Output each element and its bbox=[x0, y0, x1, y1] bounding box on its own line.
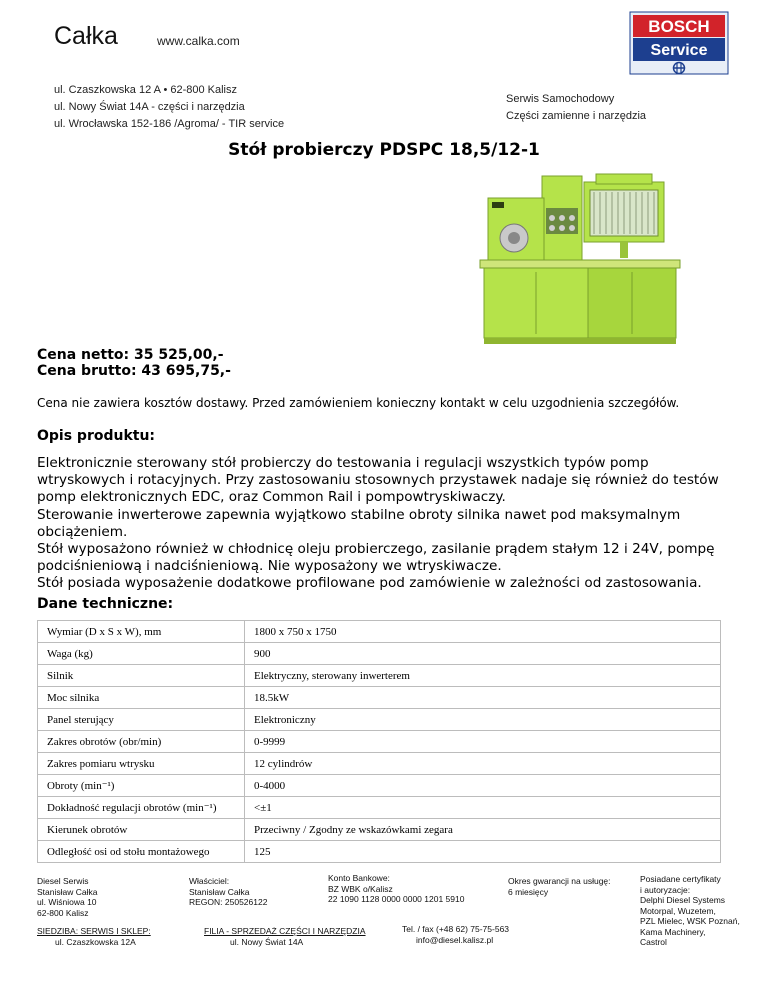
table-row bbox=[38, 621, 721, 643]
footer-line: FILIA - SPRZEDAŻ CZĘŚCI I NARZĘDZIA bbox=[204, 926, 366, 936]
footer-contact bbox=[402, 924, 509, 945]
footer-line: Diesel Serwis bbox=[37, 876, 89, 886]
footer-line: Posiadane certyfikaty bbox=[640, 874, 721, 884]
product-title: Stół probierczy PDSPC 18,5/12-1 bbox=[228, 140, 540, 160]
spec-key: Kierunek obrotów bbox=[38, 819, 245, 841]
table-row bbox=[38, 797, 721, 819]
spec-value: 12 cylindrów bbox=[245, 753, 721, 775]
spec-key: Odległość osi od stołu montażowego bbox=[38, 841, 245, 863]
table-row bbox=[38, 841, 721, 863]
service-line-1: Serwis Samochodowy bbox=[506, 93, 615, 105]
footer-line: Konto Bankowe: bbox=[328, 873, 390, 883]
logo-line1: BOSCH bbox=[648, 17, 710, 36]
table-row bbox=[38, 687, 721, 709]
spec-key: Dokładność regulacji obrotów (min⁻¹) bbox=[38, 797, 245, 819]
footer-line: Okres gwarancji na usługę: bbox=[508, 876, 611, 886]
description-paragraph: Stół wyposażono również w chłodnicę oleju probierczego, zasilanie prądem stałym 12 i 24V, pompę podciśnieniową i nadciśnieniową. Nie wyposażony we wtryskiwacze. bbox=[37, 541, 715, 575]
service-line-2: Części zamienne i narzędzia bbox=[506, 110, 647, 122]
footer-line: BZ WBK o/Kalisz bbox=[328, 883, 393, 894]
spec-key: Zakres obrotów (obr/min) bbox=[38, 731, 245, 753]
price-net: Cena netto: 35 525,00,- bbox=[37, 347, 224, 363]
spec-value: Przeciwny / Zgodny ze wskazówkami zegara bbox=[245, 819, 721, 841]
footer-seat bbox=[37, 926, 151, 947]
footer-line: ul. Nowy Świat 14A bbox=[230, 936, 304, 947]
footer-line: Kama Machinery, bbox=[640, 926, 706, 937]
footer-line: REGON: 250526122 bbox=[189, 897, 268, 907]
footer-line: Stanisław Całka bbox=[189, 886, 250, 897]
footer-line: 22 1090 1128 0000 0000 1201 5910 bbox=[328, 894, 465, 904]
footer-line: ul. Czaszkowska 12A bbox=[55, 936, 136, 947]
spec-value: <±1 bbox=[245, 797, 721, 819]
footer-owner bbox=[189, 876, 267, 908]
spec-key: Obroty (min⁻¹) bbox=[38, 775, 245, 797]
footer-phone: Tel. / fax (+48 62) 75-75-563 bbox=[402, 924, 510, 934]
spec-key: Waga (kg) bbox=[38, 643, 245, 665]
spec-key: Zakres pomiaru wtrysku bbox=[38, 753, 245, 775]
footer-line: 62-800 Kalisz bbox=[37, 907, 89, 918]
spec-value: 0-4000 bbox=[245, 775, 721, 797]
spec-value: 1800 x 750 x 1750 bbox=[245, 621, 721, 643]
footer-line: Stanisław Całka bbox=[37, 886, 98, 897]
test-bench-image bbox=[470, 168, 690, 348]
address-3: ul. Wrocławska 152-186 /Agroma/ - TIR service bbox=[54, 118, 285, 130]
footer-bank bbox=[328, 873, 464, 905]
spec-value: 900 bbox=[245, 643, 721, 665]
footer-email[interactable]: info@diesel.kalisz.pl bbox=[416, 934, 494, 945]
footer-line: Delphi Diesel Systems bbox=[640, 895, 726, 905]
price-gross: Cena brutto: 43 695,75,- bbox=[37, 363, 231, 379]
footer-line: Castrol bbox=[640, 937, 667, 947]
spec-key: Moc silnika bbox=[38, 687, 245, 709]
spec-value: Elektroniczny bbox=[245, 709, 721, 731]
table-row bbox=[38, 643, 721, 665]
address-2: ul. Nowy Świat 14A - części i narzędzia bbox=[54, 101, 245, 113]
description-heading: Opis produktu: bbox=[37, 428, 156, 444]
footer-line: 6 miesięcy bbox=[508, 886, 549, 897]
footer-line: PZL Mielec, WSK Poznań, bbox=[640, 916, 740, 926]
footer-line: Motorpal, Wuzetem, bbox=[640, 905, 716, 916]
description-paragraph: Elektronicznie sterowany stół probierczy do testowania i regulacji wszystkich typów pomp wtryskowych i rotacyjnych. Przy zastosowaniu stosownych przystawek nadaje się również do testów pomp elektronicznych EDC, oraz Common Rail i pompowtryskiwaczy. bbox=[37, 455, 719, 506]
table-row bbox=[38, 665, 721, 687]
footer-branch bbox=[204, 926, 366, 947]
website-link[interactable]: www.calka.com bbox=[157, 34, 240, 48]
footer-line: i autoryzacje: bbox=[640, 884, 691, 895]
table-row bbox=[38, 731, 721, 753]
footer-company bbox=[37, 876, 97, 918]
description-paragraph: Sterowanie inwerterowe zapewnia wyjątkowo stabilne obroty silnika nawet pod maksymalnym obciążeniem. bbox=[37, 506, 681, 540]
spec-table bbox=[37, 620, 721, 863]
footer-line: Właściciel: bbox=[189, 876, 230, 886]
product-description bbox=[37, 455, 737, 593]
address-1: ul. Czaszkowska 12 A • 62-800 Kalisz bbox=[54, 84, 237, 96]
table-row bbox=[38, 709, 721, 731]
delivery-note: Cena nie zawiera kosztów dostawy. Przed zamówieniem konieczny kontakt w celu uzgodnienia szczegółów. bbox=[37, 396, 680, 410]
spec-heading: Dane techniczne: bbox=[37, 596, 174, 612]
footer-warranty bbox=[508, 876, 611, 897]
spec-value: 0-9999 bbox=[245, 731, 721, 753]
spec-value: 18.5kW bbox=[245, 687, 721, 709]
spec-key: Silnik bbox=[38, 665, 245, 687]
table-row bbox=[38, 753, 721, 775]
spec-key: Wymiar (D x S x W), mm bbox=[38, 621, 245, 643]
description-paragraph: Stół posiada wyposażenie dodatkowe profilowane pod zamówienie w zależności od zastosowania. bbox=[37, 575, 702, 592]
bosch-service-logo bbox=[629, 11, 729, 75]
footer-certs bbox=[640, 874, 740, 948]
spec-key: Panel sterujący bbox=[38, 709, 245, 731]
spec-value: Elektryczny, sterowany inwerterem bbox=[245, 665, 721, 687]
logo-line2: Service bbox=[650, 42, 708, 59]
spec-value: 125 bbox=[245, 841, 721, 863]
table-row bbox=[38, 775, 721, 797]
footer-line: ul. Wiśniowa 10 bbox=[37, 897, 97, 907]
brand-name: Całka bbox=[54, 22, 118, 50]
table-row bbox=[38, 819, 721, 841]
footer-line: SIEDZIBA: SERWIS I SKLEP: bbox=[37, 926, 151, 936]
